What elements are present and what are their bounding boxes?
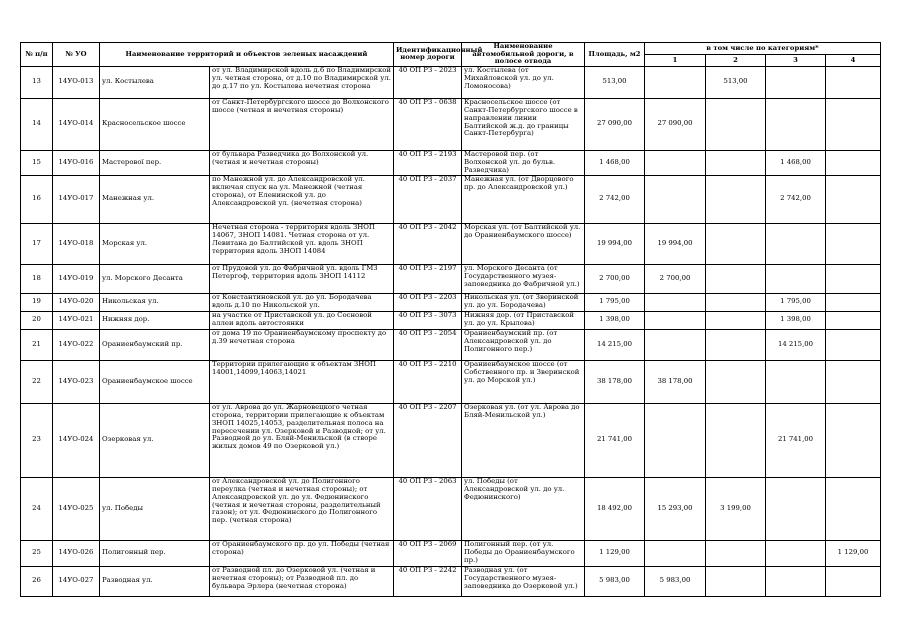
row-road-name: ул. Победы (от Александровской ул. до ул. Федюнинского) xyxy=(462,477,585,540)
row-area: 1 129,00 xyxy=(585,540,645,566)
row-road-id: 40 ОП РЗ - 2063 xyxy=(394,477,462,540)
row-cat-4 xyxy=(826,360,881,403)
row-road-name: ул. Морского Десанта (от Государственного музея-заповедника до Фабричной ул.) xyxy=(462,264,585,293)
row-cat-3 xyxy=(766,477,826,540)
row-description: на участке от Приставской ул. до Сосновой аллеи вдоль автостоянки xyxy=(210,311,394,329)
row-cat-4: 1 129,00 xyxy=(826,540,881,566)
row-description: от бульвара Разведчика до Волхонской ул. (четная и нечетная стороны) xyxy=(210,150,394,175)
row-road-id: 40 ОП РЗ - 2197 xyxy=(394,264,462,293)
row-number: 23 xyxy=(21,403,53,477)
row-road-name: Красносельское шоссе (от Санкт-Петербургского шоссе в направлении линии Балтийской ж.д. до границы Санкт-Петербурга) xyxy=(462,98,585,150)
row-name: ул. Костылева xyxy=(100,66,210,98)
row-cat-2 xyxy=(706,98,766,150)
table-row xyxy=(21,566,881,596)
row-cat-3 xyxy=(766,264,826,293)
row-description: от дома 19 по Ораниенбаумскому проспекту до д.39 нечетная сторона xyxy=(210,329,394,360)
row-name: Красносельское шоссе xyxy=(100,98,210,150)
row-cat-2 xyxy=(706,566,766,596)
table-row xyxy=(21,66,881,98)
row-cat-1 xyxy=(645,150,706,175)
row-cat-2 xyxy=(706,540,766,566)
table-row xyxy=(21,329,881,360)
row-description: от Александровской ул. до Полигонного переулка (четная и нечетная стороны); от Александровской ул. до ул. Федюнинского (четная и нечетная стороны, разделительный газон); от ул. Федюнинского до Полигонного пер. (четная сторона) xyxy=(210,477,394,540)
row-uo: 14УО-021 xyxy=(53,311,100,329)
row-name: Полигонный пер. xyxy=(100,540,210,566)
header-categories: в том числе по категориям* xyxy=(645,43,881,55)
row-cat-2 xyxy=(706,311,766,329)
header-cat-3: 3 xyxy=(766,54,826,66)
row-number: 24 xyxy=(21,477,53,540)
row-number: 19 xyxy=(21,293,53,311)
row-road-id: 40 ОП РЗ - 2210 xyxy=(394,360,462,403)
row-area: 513,00 xyxy=(585,66,645,98)
row-cat-1: 27 090,00 xyxy=(645,98,706,150)
table-row xyxy=(21,360,881,403)
row-cat-3: 1 468,00 xyxy=(766,150,826,175)
row-name: Никольская ул. xyxy=(100,293,210,311)
row-name: Ораниенбаумское шоссе xyxy=(100,360,210,403)
row-description: от ул. Аврова до ул. Жарновецкого четная сторона, территории прилегающие к объектам ЗНОП 14025,14053, разделительная полоса на пересечении ул. Озерковой и Разводной; от ул. Разводной до ул. Бляй-Менильской (в створе жилых домов 49 по Озерковой ул.) xyxy=(210,403,394,477)
row-road-id: 40 ОП РЗ - 3073 xyxy=(394,311,462,329)
row-cat-2 xyxy=(706,150,766,175)
row-uo: 14УО-027 xyxy=(53,566,100,596)
row-cat-4 xyxy=(826,66,881,98)
row-cat-2 xyxy=(706,223,766,264)
row-name: Морская ул. xyxy=(100,223,210,264)
row-description: от Разводной пл. до Озерковой ул. (четная и нечетная стороны); от Разводной пл. до бульвара Эрлера (нечетная сторона) xyxy=(210,566,394,596)
row-area: 14 215,00 xyxy=(585,329,645,360)
row-description: Нечетная сторона - территория вдоль ЗНОП 14067, ЗНОП 14081. Четная сторона от ул. Левитана до Балтийской ул. вдоль ЗНОП территория вдоль ЗНОП 14084 xyxy=(210,223,394,264)
table-row xyxy=(21,540,881,566)
row-cat-4 xyxy=(826,566,881,596)
row-cat-2 xyxy=(706,403,766,477)
row-uo: 14УО-026 xyxy=(53,540,100,566)
green-areas-table xyxy=(20,42,881,597)
row-road-id: 40 ОП РЗ - 2037 xyxy=(394,175,462,223)
row-cat-3: 14 215,00 xyxy=(766,329,826,360)
row-uo: 14УО-022 xyxy=(53,329,100,360)
row-cat-3 xyxy=(766,540,826,566)
row-area: 27 090,00 xyxy=(585,98,645,150)
row-road-id: 40 ОП РЗ - 2023 xyxy=(394,66,462,98)
row-name: Мастерової пер. xyxy=(100,150,210,175)
row-number: 14 xyxy=(21,98,53,150)
row-cat-3 xyxy=(766,98,826,150)
row-area: 38 178,00 xyxy=(585,360,645,403)
header-cat-4: 4 xyxy=(826,54,881,66)
row-cat-4 xyxy=(826,175,881,223)
row-road-id: 40 ОП РЗ - 2242 xyxy=(394,566,462,596)
row-uo: 14УО-025 xyxy=(53,477,100,540)
row-cat-2: 3 199,00 xyxy=(706,477,766,540)
row-cat-3: 1 795,00 xyxy=(766,293,826,311)
row-uo: 14УО-014 xyxy=(53,98,100,150)
row-road-name: Озерковая ул. (от ул. Аврова до Бляй-Менильской ул.) xyxy=(462,403,585,477)
row-cat-1 xyxy=(645,329,706,360)
row-cat-1 xyxy=(645,66,706,98)
row-name: Ораниенбаумский пр. xyxy=(100,329,210,360)
row-name: ул. Победы xyxy=(100,477,210,540)
row-uo: 14УО-023 xyxy=(53,360,100,403)
row-area: 1 468,00 xyxy=(585,150,645,175)
row-area: 1 398,00 xyxy=(585,311,645,329)
row-description: от Константиновской ул. до ул. Бородачева вдоль д.10 по Никольской ул. xyxy=(210,293,394,311)
row-cat-1: 15 293,00 xyxy=(645,477,706,540)
row-cat-1: 2 700,00 xyxy=(645,264,706,293)
row-road-name: Морская ул. (от Балтийской ул. до Ораниенбаумского шоссе) xyxy=(462,223,585,264)
row-area: 2 742,00 xyxy=(585,175,645,223)
document-sheet xyxy=(20,42,880,597)
row-number: 21 xyxy=(21,329,53,360)
header-name: Наименование территорий и объектов зеленых насаждений xyxy=(100,43,394,67)
row-area: 2 700,00 xyxy=(585,264,645,293)
row-number: 16 xyxy=(21,175,53,223)
row-description: от ул. Владимирской вдоль д.6 по Владимирской ул. четная сторона, от д.10 по Владимирской ул. до д.17 по ул. Костылева нечетная сторона xyxy=(210,66,394,98)
row-uo: 14УО-018 xyxy=(53,223,100,264)
row-road-id: 40 ОП РЗ - 2207 xyxy=(394,403,462,477)
row-description: Территории прилегающие к объектам ЗНОП 14001,14099,14063,14021 xyxy=(210,360,394,403)
row-number: 26 xyxy=(21,566,53,596)
row-name: Озерковая ул. xyxy=(100,403,210,477)
row-number: 15 xyxy=(21,150,53,175)
row-road-name: Нижняя дор. (от Приставской ул. до ул. Крылова) xyxy=(462,311,585,329)
row-cat-4 xyxy=(826,293,881,311)
header-area: Площадь, м2 xyxy=(585,43,645,67)
row-cat-4 xyxy=(826,403,881,477)
row-cat-2 xyxy=(706,329,766,360)
row-cat-2 xyxy=(706,264,766,293)
row-cat-3: 1 398,00 xyxy=(766,311,826,329)
header-num: № п/п xyxy=(21,43,53,67)
row-cat-1 xyxy=(645,540,706,566)
table-row xyxy=(21,175,881,223)
row-cat-3 xyxy=(766,223,826,264)
row-road-name: Полигонный пер. (от ул. Победы до Ораниенбаумского пр.) xyxy=(462,540,585,566)
row-cat-1 xyxy=(645,175,706,223)
row-cat-4 xyxy=(826,311,881,329)
row-name: Разводная ул. xyxy=(100,566,210,596)
row-uo: 14УО-017 xyxy=(53,175,100,223)
row-cat-2: 513,00 xyxy=(706,66,766,98)
table-row xyxy=(21,223,881,264)
row-road-id: 40 ОП РЗ - 2069 xyxy=(394,540,462,566)
row-cat-1: 5 983,00 xyxy=(645,566,706,596)
row-road-id: 40 ОП РЗ - 2203 xyxy=(394,293,462,311)
row-road-id: 40 ОП РЗ - 2193 xyxy=(394,150,462,175)
row-cat-2 xyxy=(706,293,766,311)
row-uo: 14УО-019 xyxy=(53,264,100,293)
row-uo: 14УО-016 xyxy=(53,150,100,175)
row-uo: 14УО-020 xyxy=(53,293,100,311)
row-road-name: Мастеровой пер. (от Волхонской ул. до бульв. Разведчика) xyxy=(462,150,585,175)
table-row xyxy=(21,293,881,311)
header-uo: № УО xyxy=(53,43,100,67)
row-cat-4 xyxy=(826,477,881,540)
table-row xyxy=(21,150,881,175)
row-cat-4 xyxy=(826,98,881,150)
header-row xyxy=(21,43,881,55)
row-cat-1 xyxy=(645,403,706,477)
row-name: Манежная ул. xyxy=(100,175,210,223)
row-name: ул. Морского Десанта xyxy=(100,264,210,293)
row-cat-4 xyxy=(826,150,881,175)
row-number: 17 xyxy=(21,223,53,264)
row-area: 18 492,00 xyxy=(585,477,645,540)
row-name: Нижняя дор. xyxy=(100,311,210,329)
row-cat-2 xyxy=(706,175,766,223)
row-cat-1 xyxy=(645,311,706,329)
table-row xyxy=(21,477,881,540)
row-road-name: Ораниенбаумский пр. (от Александровской ул. до Полигонного пер.) xyxy=(462,329,585,360)
row-area: 5 983,00 xyxy=(585,566,645,596)
row-description: от Ораниенбаумского пр. до ул. Победы (четная сторона) xyxy=(210,540,394,566)
row-road-id: 40 ОП РЗ - 0638 xyxy=(394,98,462,150)
row-cat-3: 21 741,00 xyxy=(766,403,826,477)
row-road-name: Разводная ул. (от Государственного музея-заповедника до Озерковой ул.) xyxy=(462,566,585,596)
row-number: 22 xyxy=(21,360,53,403)
row-cat-3 xyxy=(766,360,826,403)
table-row xyxy=(21,264,881,293)
table-row xyxy=(21,98,881,150)
row-number: 20 xyxy=(21,311,53,329)
row-area: 19 994,00 xyxy=(585,223,645,264)
row-description: по Манежной ул. до Александровской ул. включая спуск на ул. Манежной (четная сторона), от Еленинской ул. до Александровской ул. (нечетная сторона) xyxy=(210,175,394,223)
row-description: от Прудовой ул. до Фабричной ул. вдоль ГМЗ Петергоф, территория вдоль ЗНОП 14112 xyxy=(210,264,394,293)
row-road-name: Ораниенбаумское шоссе (от Собственного пр. и Зверинской ул. до Морской ул.) xyxy=(462,360,585,403)
row-area: 21 741,00 xyxy=(585,403,645,477)
header-road-id: Идентификационный номер дороги xyxy=(394,43,462,67)
row-cat-1: 38 178,00 xyxy=(645,360,706,403)
row-cat-1 xyxy=(645,293,706,311)
header-road-name: Наименование автомобильной дороги, в полосе отвода xyxy=(462,43,585,67)
row-cat-4 xyxy=(826,329,881,360)
row-cat-4 xyxy=(826,264,881,293)
row-number: 25 xyxy=(21,540,53,566)
row-cat-3: 2 742,00 xyxy=(766,175,826,223)
row-road-name: Манежная ул. (от Дворцового пр. до Александровской ул.) xyxy=(462,175,585,223)
row-road-name: Никольская ул. (от Зверинской ул. до ул. Бородачева) xyxy=(462,293,585,311)
table-row xyxy=(21,311,881,329)
row-uo: 14УО-013 xyxy=(53,66,100,98)
header-cat-2: 2 xyxy=(706,54,766,66)
table-row xyxy=(21,403,881,477)
row-road-id: 40 ОП РЗ - 2054 xyxy=(394,329,462,360)
row-road-id: 40 ОП РЗ - 2042 xyxy=(394,223,462,264)
row-description: от Санкт-Петербургского шоссе до Волхонского шоссе (четная и нечетная стороны) xyxy=(210,98,394,150)
row-cat-1: 19 994,00 xyxy=(645,223,706,264)
row-road-name: ул. Костылева (от Михайловской ул. до ул. Ломоносова) xyxy=(462,66,585,98)
row-number: 13 xyxy=(21,66,53,98)
row-cat-4 xyxy=(826,223,881,264)
row-uo: 14УО-024 xyxy=(53,403,100,477)
header-cat-1: 1 xyxy=(645,54,706,66)
row-cat-3 xyxy=(766,566,826,596)
row-area: 1 795,00 xyxy=(585,293,645,311)
row-cat-2 xyxy=(706,360,766,403)
row-cat-3 xyxy=(766,66,826,98)
row-number: 18 xyxy=(21,264,53,293)
